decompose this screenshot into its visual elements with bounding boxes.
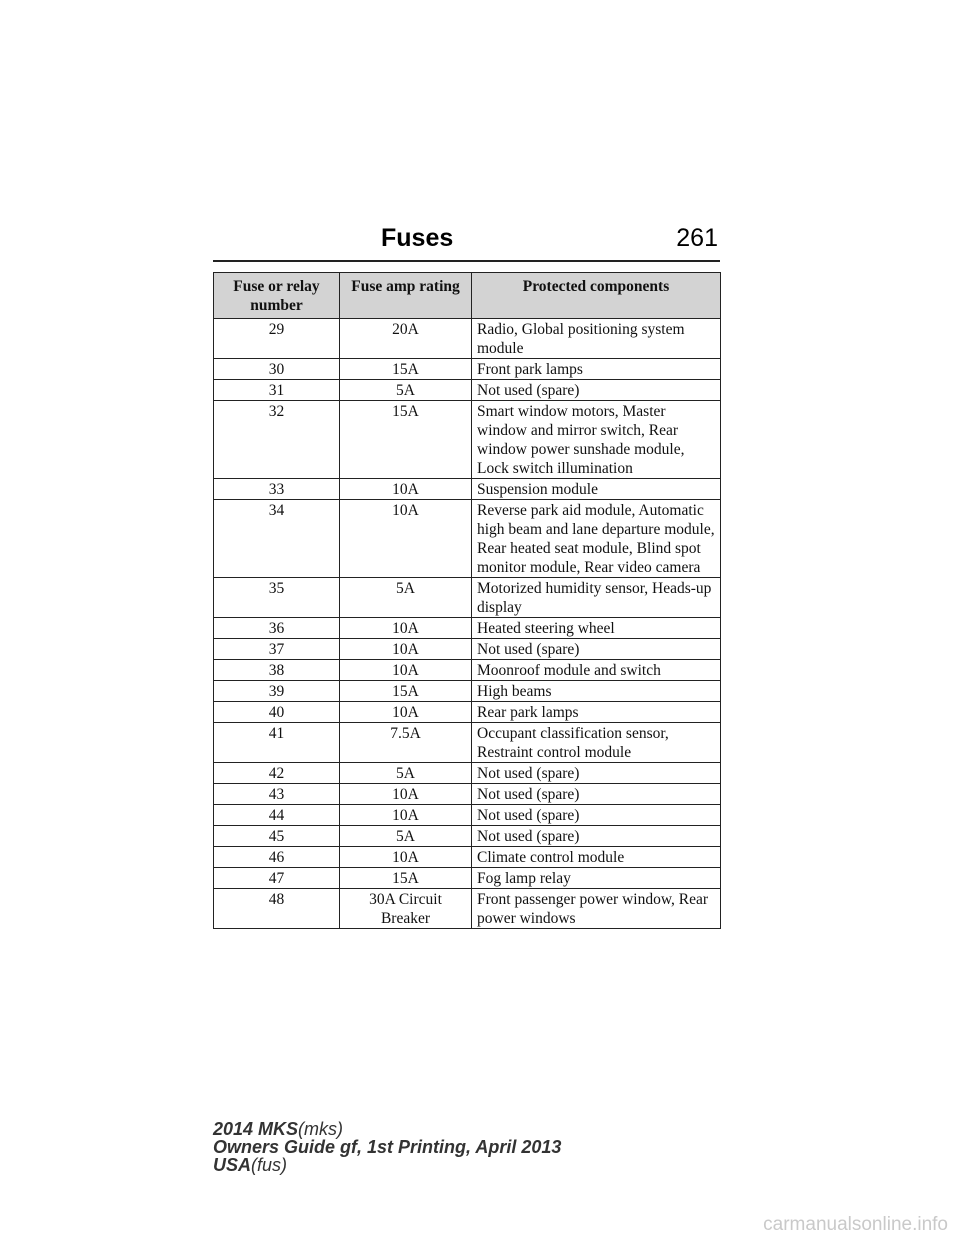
- amp-rating-cell: 15A: [340, 868, 472, 889]
- table-row: [214, 401, 721, 479]
- fuse-number-cell: 30: [214, 359, 340, 380]
- amp-rating-cell: 20A: [340, 319, 472, 359]
- table-row: [214, 681, 721, 702]
- footer-market-code: (fus): [251, 1155, 288, 1175]
- footer-line-model: [213, 1120, 561, 1138]
- table-row: [214, 479, 721, 500]
- table-row: [214, 702, 721, 723]
- amp-rating-cell: 10A: [340, 500, 472, 578]
- fuse-number-cell: 45: [214, 826, 340, 847]
- table-row: [214, 660, 721, 681]
- amp-rating-cell: 5A: [340, 763, 472, 784]
- protected-components-cell: Fog lamp relay: [472, 868, 721, 889]
- protected-components-cell: Moonroof module and switch: [472, 660, 721, 681]
- protected-components-cell: High beams: [472, 681, 721, 702]
- table-row: [214, 359, 721, 380]
- table-header-row: [214, 273, 721, 319]
- fuse-number-cell: 34: [214, 500, 340, 578]
- fuse-number-cell: 43: [214, 784, 340, 805]
- footer-line-market: [213, 1156, 561, 1174]
- fuse-number-cell: 44: [214, 805, 340, 826]
- table-row: [214, 723, 721, 763]
- fuse-number-cell: 37: [214, 639, 340, 660]
- amp-rating-cell: 5A: [340, 380, 472, 401]
- protected-components-cell: Heated steering wheel: [472, 618, 721, 639]
- column-header-protected-components: Protected components: [472, 273, 721, 319]
- amp-rating-cell: 10A: [340, 805, 472, 826]
- table-body: [214, 319, 721, 929]
- fuse-number-cell: 31: [214, 380, 340, 401]
- table-row: [214, 763, 721, 784]
- fuse-number-cell: 32: [214, 401, 340, 479]
- amp-rating-cell: 10A: [340, 479, 472, 500]
- fuse-number-cell: 36: [214, 618, 340, 639]
- table-row: [214, 826, 721, 847]
- fuse-number-cell: 29: [214, 319, 340, 359]
- protected-components-cell: Radio, Global positioning system module: [472, 319, 721, 359]
- table-row: [214, 639, 721, 660]
- fuse-number-cell: 47: [214, 868, 340, 889]
- amp-rating-cell: 30A Circuit Breaker: [340, 889, 472, 929]
- protected-components-cell: Reverse park aid module, Automatic high beam and lane departure module, Rear heated seat module, Blind spot monitor module, Rear video camera: [472, 500, 721, 578]
- amp-rating-cell: 10A: [340, 847, 472, 868]
- protected-components-cell: Motorized humidity sensor, Heads-up display: [472, 578, 721, 618]
- table-row: [214, 784, 721, 805]
- amp-rating-cell: 5A: [340, 826, 472, 847]
- page-header: [213, 222, 720, 262]
- page-number: 261: [676, 224, 718, 252]
- amp-rating-cell: 15A: [340, 359, 472, 380]
- fuse-number-cell: 35: [214, 578, 340, 618]
- table-row: [214, 805, 721, 826]
- amp-rating-cell: 10A: [340, 639, 472, 660]
- column-header-amp-rating: Fuse amp rating: [340, 273, 472, 319]
- table-row: [214, 868, 721, 889]
- fuse-number-cell: 41: [214, 723, 340, 763]
- table-row: [214, 319, 721, 359]
- protected-components-cell: Occupant classification sensor, Restraint control module: [472, 723, 721, 763]
- footer-model: 2014 MKS: [213, 1119, 299, 1139]
- table-row: [214, 847, 721, 868]
- fuse-number-cell: 46: [214, 847, 340, 868]
- fuse-number-cell: 33: [214, 479, 340, 500]
- protected-components-cell: Suspension module: [472, 479, 721, 500]
- amp-rating-cell: 7.5A: [340, 723, 472, 763]
- footer-model-code: (mks): [298, 1119, 344, 1139]
- table-row: [214, 578, 721, 618]
- amp-rating-cell: 15A: [340, 681, 472, 702]
- amp-rating-cell: 10A: [340, 660, 472, 681]
- document-footer: [213, 1120, 561, 1174]
- column-header-fuse-number: Fuse or relay number: [214, 273, 340, 319]
- watermark: carmanualsonline.info: [763, 1214, 948, 1235]
- fuse-number-cell: 38: [214, 660, 340, 681]
- amp-rating-cell: 10A: [340, 618, 472, 639]
- table-row: [214, 380, 721, 401]
- amp-rating-cell: 5A: [340, 578, 472, 618]
- fuse-number-cell: 39: [214, 681, 340, 702]
- table-row: [214, 889, 721, 929]
- amp-rating-cell: 15A: [340, 401, 472, 479]
- table-row: [214, 618, 721, 639]
- protected-components-cell: Rear park lamps: [472, 702, 721, 723]
- fuse-number-cell: 40: [214, 702, 340, 723]
- protected-components-cell: Not used (spare): [472, 805, 721, 826]
- fuse-number-cell: 48: [214, 889, 340, 929]
- protected-components-cell: Climate control module: [472, 847, 721, 868]
- amp-rating-cell: 10A: [340, 702, 472, 723]
- protected-components-cell: Not used (spare): [472, 639, 721, 660]
- fuse-table: [213, 272, 721, 929]
- fuse-number-cell: 42: [214, 763, 340, 784]
- protected-components-cell: Front park lamps: [472, 359, 721, 380]
- protected-components-cell: Smart window motors, Master window and mirror switch, Rear window power sunshade module, Lock switch illumination: [472, 401, 721, 479]
- protected-components-cell: Not used (spare): [472, 380, 721, 401]
- protected-components-cell: Not used (spare): [472, 784, 721, 805]
- footer-market: USA: [213, 1155, 252, 1175]
- protected-components-cell: Not used (spare): [472, 826, 721, 847]
- protected-components-cell: Not used (spare): [472, 763, 721, 784]
- amp-rating-cell: 10A: [340, 784, 472, 805]
- table-row: [214, 500, 721, 578]
- footer-line-printing: Owners Guide gf, 1st Printing, April 2013: [213, 1137, 562, 1157]
- section-title: Fuses: [381, 224, 454, 252]
- protected-components-cell: Front passenger power window, Rear power windows: [472, 889, 721, 929]
